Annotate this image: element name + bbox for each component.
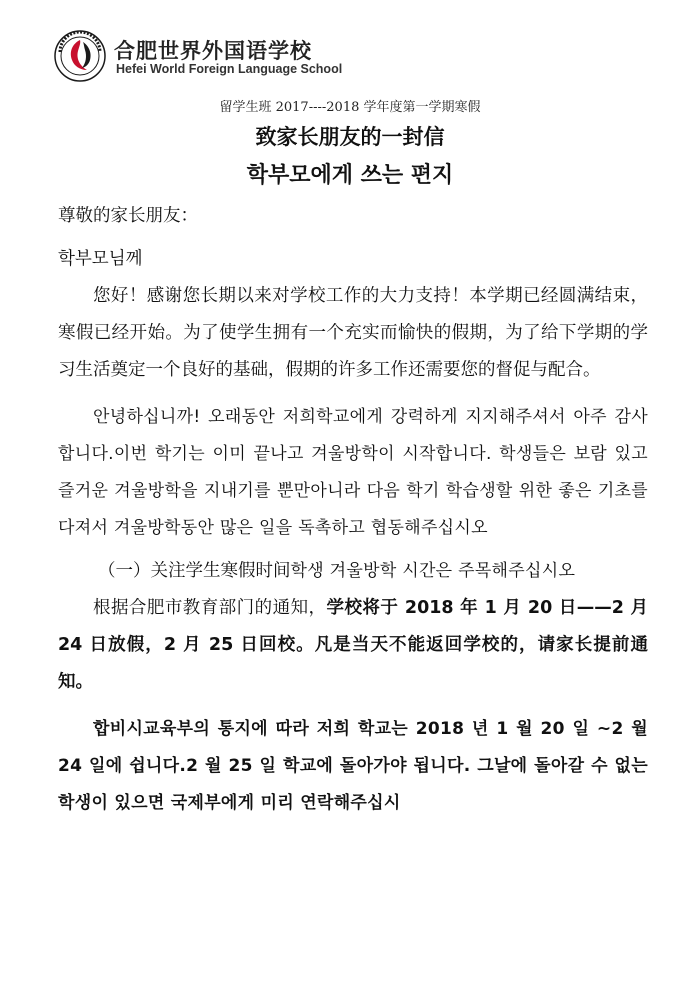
paragraph-2-kr: 합비시교육부의 통지에 따라 저희 학교는 2018 년 1 월 20 일 ~2 월 24 일에 쉽니다.2 월 25 일 학교에 돌아가야 됩니다. 그날에 돌아갈 수 없는 학생이 있으면 국제부에게 미리 연락해주십시 [58, 719, 648, 813]
letter-title-cn: 致家长朋友的一封信 [255, 125, 445, 149]
greeting-kr: 학부모님께 [58, 249, 143, 269]
letter-subtitle: 留学生班 2017----2018 学年度第一学期寒假 [219, 100, 481, 115]
section-1-heading [58, 553, 648, 590]
section-1-heading-cn: （一）关注学生寒假时间 [98, 561, 291, 581]
paragraph-2-cn [58, 590, 648, 701]
paragraph-2-bold: 学校将于 2018 年 1 月 20 日——2 月 24 日放假，2 月 25 日回校。凡是当天不能返回学校的，请家长提前通知。 [58, 598, 649, 692]
section-1-heading-kr: 학생 겨울방학 시간은 주목해주십시오 [290, 561, 576, 581]
paragraph-2-lead: 根据合肥市教育部门的通知， [93, 598, 327, 618]
paragraph-1-kr: 안녕하십니까! 오래동안 저희학교에게 강력하게 지지해주셔서 아주 감사합니다.이번 학기는 이미 끝나고 겨울방학이 시작합니다. 학생들은 보람 있고 즐거운 겨울방학을 지내기를 뿐만아니라 다음 학기 학습생할 위한 좋은 기초를 다져서 겨울방학동안 많은 일을 독촉하고 협동해주십시오 [58, 407, 648, 538]
letter-title-kr: 학부모에게 쓰는 편지 [246, 163, 454, 188]
greeting-cn: 尊敬的家长朋友： [58, 206, 198, 226]
school-logo-icon [54, 30, 106, 82]
letterhead [54, 30, 654, 82]
school-name-cn: 合肥世界外国语学校 [114, 39, 312, 63]
paragraph-1-cn: 您好！感谢您长期以来对学校工作的大力支持！本学期已经圆满结束，寒假已经开始。为了使学生拥有一个充实而愉快的假期，为了给下学期的学习生活奠定一个良好的基础，假期的许多工作还需要您的督促与配合。 [58, 286, 648, 380]
letter-body [58, 198, 648, 822]
school-name-en: Hefei World Foreign Language School [116, 62, 343, 76]
